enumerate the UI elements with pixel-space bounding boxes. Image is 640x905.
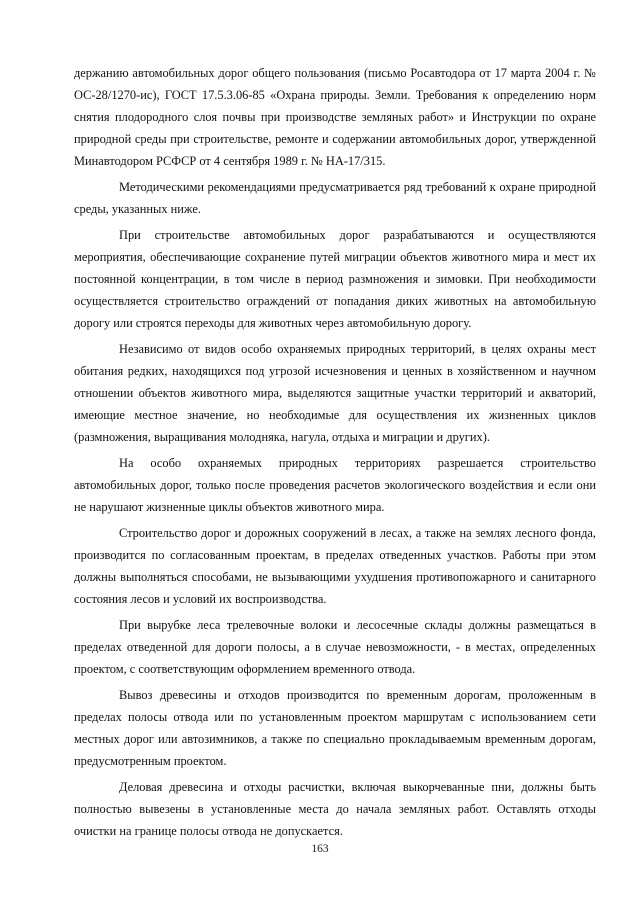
paragraph: Вывоз древесины и отходов производится по временным дорогам, проложенным в пределах полосы отвода или по установленным проектом маршрутам с использованием сети местных дорог или автозимников, а также по специально прокладываемым временным дорогам, предусмотренным проектом. [74, 688, 596, 768]
paragraph: Независимо от видов особо охраняемых природных территорий, в целях охраны мест обитания редких, находящихся под угрозой исчезновения и ценных в хозяйственном и научном отношении объектов животного мира, выделяются защитные участки территорий и акваторий, имеющие местное значение, но необходимые для осуществления их жизненных циклов (размножения, выращивания молодняка, нагула, отдыха и миграции и других). [74, 342, 596, 444]
paragraph: При вырубке леса трелевочные волоки и лесосечные склады должны размещаться в пределах отведенной для дороги полосы, а в случае невозможности, - в местах, определенных проектом, с соответствующим оформлением временного отвода. [74, 618, 596, 676]
paragraph: На особо охраняемых природных территориях разрешается строительство автомобильных дорог, только после проведения расчетов экологического воздействия и если они не нарушают жизненные циклы объектов животного мира. [74, 456, 596, 514]
paragraph-continuation: держанию автомобильных дорог общего пользования (письмо Росавтодора от 17 марта 2004 г. № ОС-28/1270-ис), ГОСТ 17.5.3.06-85 «Охрана природы. Земли. Требования к определению норм снятия плодородного слоя почвы при производстве земляных работ» и Инструкции по охране природной среды при строительстве, ремонте и содержании автомобильных дорог, утвержденной Минавтодором РСФСР от 4 сентября 1989 г. № НА-17/315. [74, 66, 596, 168]
page-number: 163 [311, 843, 329, 855]
paragraph: Строительство дорог и дорожных сооружений в лесах, а также на землях лесного фонда, производится по согласованным проектам, в пределах отведенных участков. Работы при этом должны выполняться способами, не вызывающими ухудшения противопожарного и санитарного состояния лесов и условий их воспроизводства. [74, 526, 596, 606]
paragraph: При строительстве автомобильных дорог разрабатываются и осуществляются мероприятия, обеспечивающие сохранение путей миграции объектов животного мира и мест их постоянной концентрации, в том числе в период размножения и зимовки. При необходимости осуществляется строительство ограждений от попадания диких животных на автомобильную дорогу или строятся переходы для животных через автомобильную дорогу. [74, 228, 596, 330]
document-body [74, 62, 596, 846]
paragraph: Деловая древесина и отходы расчистки, включая выкорчеванные пни, должны быть полностью вывезены в установленные места до начала земляных работ. Оставлять отходы очистки на границе полосы отвода не допускается. [74, 780, 596, 838]
paragraph: Методическими рекомендациями предусматривается ряд требований к охране природной среды, указанных ниже. [74, 180, 596, 216]
